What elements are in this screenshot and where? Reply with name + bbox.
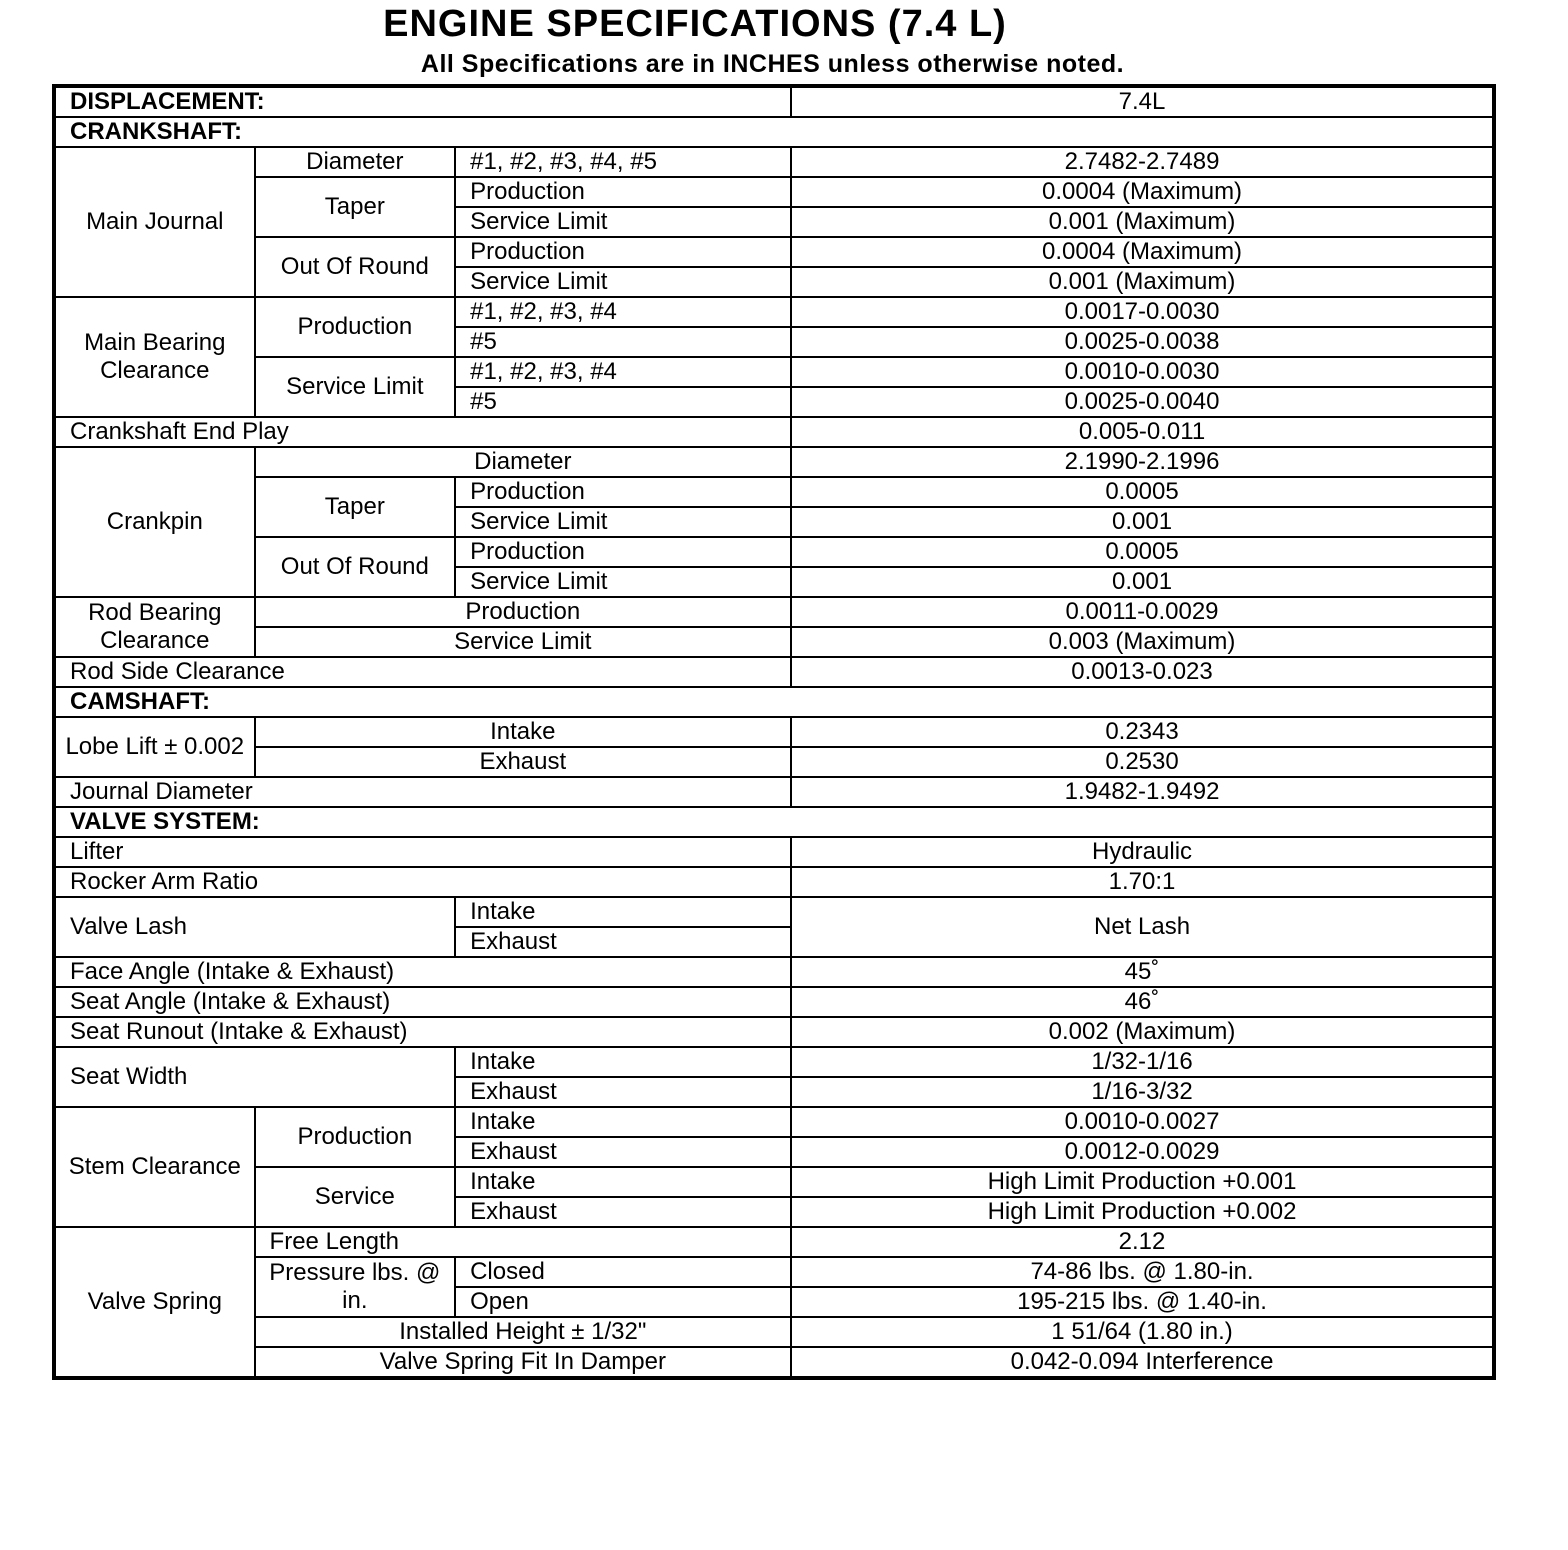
table-row [54,1227,1494,1257]
seat-angle-label: Seat Angle (Intake & Exhaust) [54,987,791,1017]
rod-bearing-service-label: Service Limit [255,627,792,657]
page-subtitle: All Specifications are in INCHES unless otherwise noted. [420,50,1125,78]
free-length-label: Free Length [255,1227,792,1257]
rod-bearing-service-value: 0.003 (Maximum) [791,627,1494,657]
seat-width-intake-label: Intake [455,1047,791,1077]
rocker-ratio-label: Rocker Arm Ratio [54,867,791,897]
lobe-lift-intake-value: 0.2343 [791,717,1494,747]
lobe-lift-exhaust-value: 0.2530 [791,747,1494,777]
lobe-lift-intake-label: Intake [255,717,792,747]
installed-height-label: Installed Height ± 1/32" [255,1317,792,1347]
table-row [54,897,1494,927]
lifter-value: Hydraulic [791,837,1494,867]
stem-service-label: Service [255,1167,456,1227]
seat-runout-value: 0.002 (Maximum) [791,1017,1494,1047]
main-journal-taper-production-value: 0.0004 (Maximum) [791,177,1494,207]
open-label: Open [455,1287,791,1317]
table-row [54,1017,1494,1047]
rod-bearing-production-value: 0.0011-0.0029 [791,597,1494,627]
main-journal-diameter-label: Diameter [255,147,456,177]
crankpin-taper-service-value: 0.001 [791,507,1494,537]
valve-lash-label: Valve Lash [54,897,455,957]
main-journal-oor-production-value: 0.0004 (Maximum) [791,237,1494,267]
main-journal-oor-service-label: Service Limit [455,267,791,297]
table-row [54,777,1494,807]
displacement-label: DISPLACEMENT: [54,86,791,117]
main-bearing-service-label: Service Limit [255,357,456,417]
stem-serv-exhaust-value: High Limit Production +0.002 [791,1197,1494,1227]
section-heading-row [54,687,1494,717]
damper-fit-label: Valve Spring Fit In Damper [255,1347,792,1378]
main-journal-diameter-value: 2.7482-2.7489 [791,147,1494,177]
main-journal-oor-label: Out Of Round [255,237,456,297]
main-bearing-serv-1to4-label: #1, #2, #3, #4 [455,357,791,387]
table-row [54,1257,1494,1287]
end-play-value: 0.005-0.011 [791,417,1494,447]
table-row [54,957,1494,987]
rod-bearing-production-label: Production [255,597,792,627]
seat-width-label: Seat Width [54,1047,455,1107]
face-angle-label: Face Angle (Intake & Exhaust) [54,957,791,987]
stem-production-label: Production [255,1107,456,1167]
lobe-lift-exhaust-label: Exhaust [255,747,792,777]
seat-angle-value: 46˚ [791,987,1494,1017]
crankpin-oor-service-label: Service Limit [455,567,791,597]
open-value: 195-215 lbs. @ 1.40-in. [791,1287,1494,1317]
seat-width-exhaust-label: Exhaust [455,1077,791,1107]
crankshaft-heading: CRANKSHAFT: [54,117,1494,147]
table-row [54,447,1494,477]
rod-side-label: Rod Side Clearance [54,657,791,687]
table-row [54,867,1494,897]
table-row [54,627,1494,657]
main-bearing-prod-5-label: #5 [455,327,791,357]
seat-width-exhaust-value: 1/16-3/32 [791,1077,1494,1107]
main-journal-oor-production-label: Production [455,237,791,267]
stem-prod-intake-label: Intake [455,1107,791,1137]
table-row [54,1347,1494,1378]
crankpin-diameter-label: Diameter [255,447,792,477]
crankpin-oor-production-value: 0.0005 [791,537,1494,567]
free-length-value: 2.12 [791,1227,1494,1257]
table-row [54,717,1494,747]
journal-diameter-label: Journal Diameter [54,777,791,807]
face-angle-value: 45˚ [791,957,1494,987]
main-bearing-production-label: Production [255,297,456,357]
table-row [54,597,1494,627]
main-journal-oor-service-value: 0.001 (Maximum) [791,267,1494,297]
stem-serv-intake-label: Intake [455,1167,791,1197]
journal-diameter-value: 1.9482-1.9492 [791,777,1494,807]
crankpin-oor-production-label: Production [455,537,791,567]
section-heading-row [54,807,1494,837]
spec-table [52,84,1496,1380]
stem-serv-intake-value: High Limit Production +0.001 [791,1167,1494,1197]
table-row [54,1167,1494,1197]
crankpin-oor-service-value: 0.001 [791,567,1494,597]
displacement-value: 7.4L [791,86,1494,117]
camshaft-heading: CAMSHAFT: [54,687,1494,717]
main-journal-taper-label: Taper [255,177,456,237]
main-bearing-prod-1to4-value: 0.0017-0.0030 [791,297,1494,327]
section-heading-row [54,117,1494,147]
stem-serv-exhaust-label: Exhaust [455,1197,791,1227]
rod-bearing-label: Rod Bearing Clearance [54,597,255,657]
crankpin-taper-service-label: Service Limit [455,507,791,537]
main-bearing-serv-5-label: #5 [455,387,791,417]
main-bearing-serv-5-value: 0.0025-0.0040 [791,387,1494,417]
stem-prod-exhaust-label: Exhaust [455,1137,791,1167]
table-row [54,86,1494,117]
seat-width-intake-value: 1/32-1/16 [791,1047,1494,1077]
crankpin-taper-production-value: 0.0005 [791,477,1494,507]
stem-prod-exhaust-value: 0.0012-0.0029 [791,1137,1494,1167]
table-row [54,1107,1494,1137]
table-row [54,417,1494,447]
closed-value: 74-86 lbs. @ 1.80-in. [791,1257,1494,1287]
seat-runout-label: Seat Runout (Intake & Exhaust) [54,1017,791,1047]
table-row [54,477,1494,507]
table-row [54,1047,1494,1077]
valve-spring-label: Valve Spring [54,1227,255,1378]
lobe-lift-label: Lobe Lift ± 0.002 [54,717,255,777]
table-row [54,837,1494,867]
table-row [54,1317,1494,1347]
main-journal-label: Main Journal [54,147,255,297]
main-journal-taper-service-value: 0.001 (Maximum) [791,207,1494,237]
crankpin-taper-production-label: Production [455,477,791,507]
table-row [54,297,1494,327]
valve-lash-exhaust-label: Exhaust [455,927,791,957]
crankpin-diameter-value: 2.1990-2.1996 [791,447,1494,477]
rocker-ratio-value: 1.70:1 [791,867,1494,897]
table-row [54,147,1494,177]
pressure-label: Pressure lbs. @ in. [255,1257,456,1317]
main-bearing-prod-5-value: 0.0025-0.0038 [791,327,1494,357]
table-row [54,657,1494,687]
table-row [54,177,1494,207]
rod-side-value: 0.0013-0.023 [791,657,1494,687]
main-journal-taper-service-label: Service Limit [455,207,791,237]
table-row [54,747,1494,777]
valve-system-heading: VALVE SYSTEM: [54,807,1494,837]
table-row [54,357,1494,387]
main-journal-diameter-sub: #1, #2, #3, #4, #5 [455,147,791,177]
valve-lash-value: Net Lash [791,897,1494,957]
installed-height-value: 1 51/64 (1.80 in.) [791,1317,1494,1347]
table-row [54,237,1494,267]
main-journal-taper-production-label: Production [455,177,791,207]
valve-lash-intake-label: Intake [455,897,791,927]
table-row [54,537,1494,567]
main-bearing-prod-1to4-label: #1, #2, #3, #4 [455,297,791,327]
stem-clearance-label: Stem Clearance [54,1107,255,1227]
crankpin-taper-label: Taper [255,477,456,537]
table-row [54,987,1494,1017]
crankpin-label: Crankpin [54,447,255,597]
main-bearing-serv-1to4-value: 0.0010-0.0030 [791,357,1494,387]
stem-prod-intake-value: 0.0010-0.0027 [791,1107,1494,1137]
lifter-label: Lifter [54,837,791,867]
crankpin-oor-label: Out Of Round [255,537,456,597]
page-title: ENGINE SPECIFICATIONS (7.4 L) [383,3,1007,45]
main-bearing-label: Main Bearing Clearance [54,297,255,417]
damper-fit-value: 0.042-0.094 Interference [791,1347,1494,1378]
end-play-label: Crankshaft End Play [54,417,791,447]
closed-label: Closed [455,1257,791,1287]
